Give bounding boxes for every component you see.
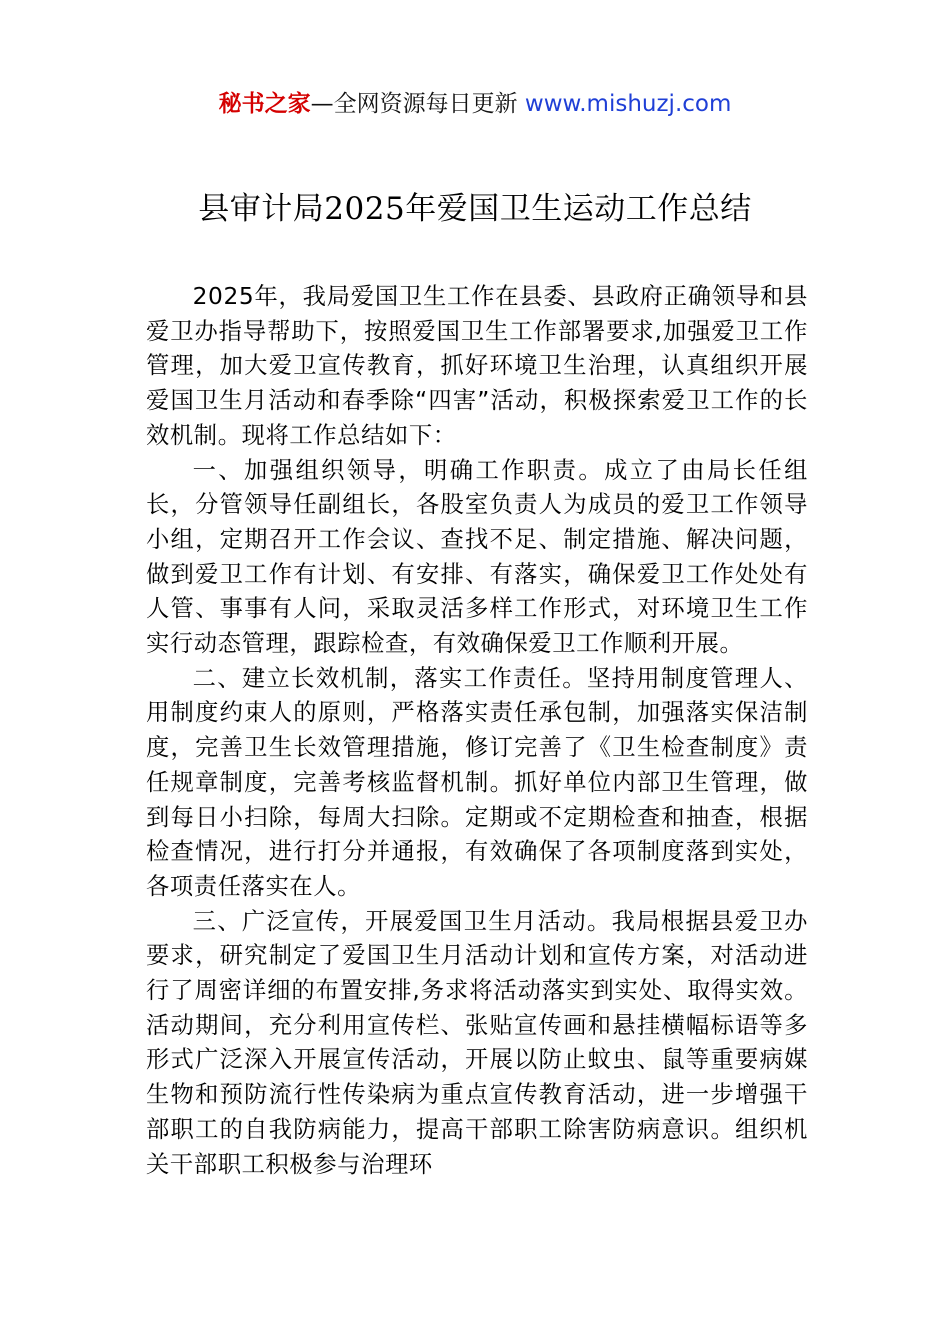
document-body: [146, 280, 808, 1182]
site-name: 秘书之家: [218, 91, 311, 117]
site-tagline: —全网资源每日更新: [310, 91, 525, 117]
section-1-paragraph: 一、加强组织领导，明确工作职责。成立了由局长任组长，分管领导任副组长，各股室负责人为成员的爱卫工作领导小组，定期召开工作会议、查找不足、制定措施、解决问题，做到爱卫工作有计划、有安排、有落实，确保爱卫工作处处有人管、事事有人问，采取灵活多样工作形式，对环境卫生工作实行动态管理，跟踪检查，有效确保爱卫工作顺利开展。: [146, 456, 808, 658]
intro-paragraph: 2025年，我局爱国卫生工作在县委、县政府正确领导和县爱卫办指导帮助下，按照爱国卫生工作部署要求,加强爱卫工作管理，加大爱卫宣传教育，抓好环境卫生治理，认真组织开展爱国卫生月活动和春季除“四害”活动，积极探索爱卫工作的长效机制。现将工作总结如下：: [146, 283, 808, 449]
section-2-paragraph: 二、建立长效机制，落实工作责任。坚持用制度管理人、用制度约束人的原则，严格落实责任承包制，加强落实保洁制度，完善卫生长效管理措施，修订完善了《卫生检查制度》责任规章制度，完善考核监督机制。抓好单位内部卫生管理，做到每日小扫除，每周大扫除。定期或不定期检查和抽查，根据检查情况，进行打分并通报，有效确保了各项制度落到实处，各项责任落实在人。: [146, 664, 808, 900]
site-url-link[interactable]: www.mishuzj.com: [524, 91, 732, 117]
section-3-paragraph: 三、广泛宣传，开展爱国卫生月活动。我局根据县爱卫办要求，研究制定了爱国卫生月活动计划和宣传方案，对活动进行了周密详细的布置安排,务求将活动落实到实处、取得实效。活动期间，充分利用宣传栏、张贴宣传画和悬挂横幅标语等多形式广泛深入开展宣传活动，开展以防止蚊虫、鼠等重要病媒生物和预防流行性传染病为重点宣传教育活动，进一步增强干部职工的自我防病能力，提高干部职工除害防病意识。组织机关干部职工积极参与治理环: [146, 907, 808, 1178]
site-header: [0, 88, 950, 120]
document-title: 县审计局2025年爱国卫生运动工作总结: [198, 191, 752, 227]
